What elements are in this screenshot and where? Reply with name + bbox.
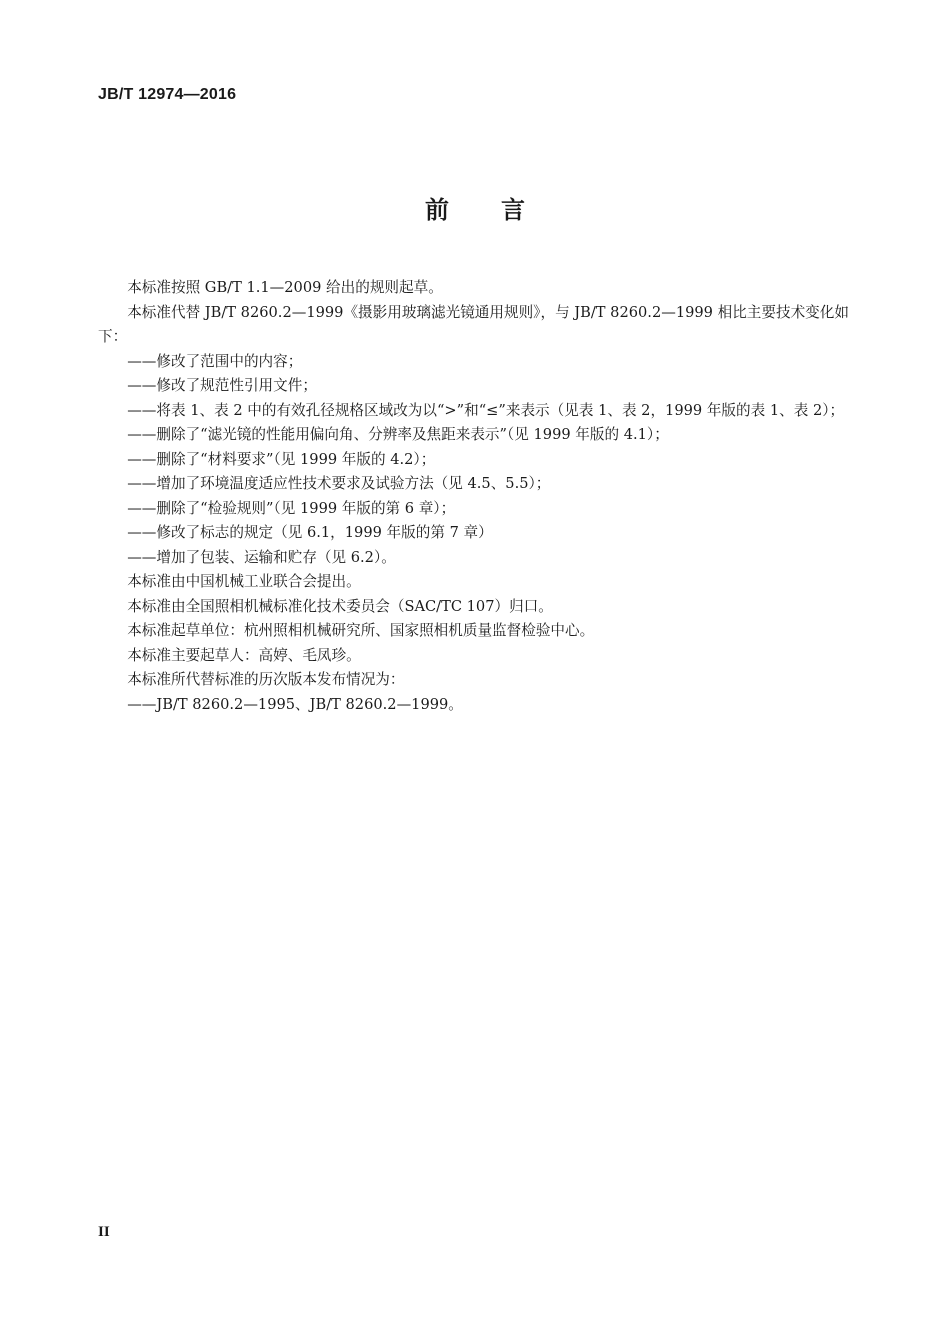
paragraph-replacement-statement: 本标准代替 JB/T 8260.2—1999《摄影用玻璃滤光镜通用规则》，与 JB/T 8260.2—1999 相比主要技术变化如下：	[98, 303, 849, 345]
change-item: ——增加了环境温度适应性技术要求及试验方法（见 4.5、5.5）；	[127, 475, 551, 492]
change-item: ——修改了标志的规定（见 6.1，1999 年版的第 7 章）	[127, 524, 493, 541]
paragraph-drafters: 本标准主要起草人：高婷、毛凤珍。	[127, 646, 361, 664]
change-item: ——删除了“检验规则”（见 1999 年版的第 6 章）；	[127, 499, 456, 517]
page-number: II	[98, 1224, 110, 1240]
change-item: ——修改了范围中的内容；	[127, 352, 303, 370]
foreword-body	[98, 276, 854, 717]
paragraph-committee: 本标准由全国照相机械标准化技术委员会（SAC/TC 107）归口。	[127, 597, 553, 615]
standard-number: JB/T 12974—2016	[98, 86, 237, 103]
history-item: ——JB/T 8260.2—1995、JB/T 8260.2—1999。	[127, 695, 463, 713]
change-item: ——删除了“材料要求”（见 1999 年版的 4.2）；	[127, 450, 436, 468]
paragraph-proposer: 本标准由中国机械工业联合会提出。	[127, 573, 361, 590]
page-title: 前言	[425, 196, 577, 224]
change-item: ——删除了“滤光镜的性能用偏向角、分辨率及焦距来表示”（见 1999 年版的 4.1）；	[127, 426, 669, 443]
change-item: ——修改了规范性引用文件；	[127, 377, 317, 394]
paragraph-drafting-units: 本标准起草单位：杭州照相机械研究所、国家照相机质量监督检验中心。	[127, 622, 595, 639]
change-item: ——增加了包装、运输和贮存（见 6.2）。	[127, 548, 396, 566]
paragraph-drafting-rules: 本标准按照 GB/T 1.1—2009 给出的规则起草。	[127, 279, 443, 296]
change-item: ——将表 1、表 2 中的有效孔径规格区域改为以“>”和“≤”来表示（见表 1、表 2，1999 年版的表 1、表 2）；	[127, 401, 845, 419]
paragraph-history-intro: 本标准所代替标准的历次版本发布情况为：	[127, 671, 405, 688]
